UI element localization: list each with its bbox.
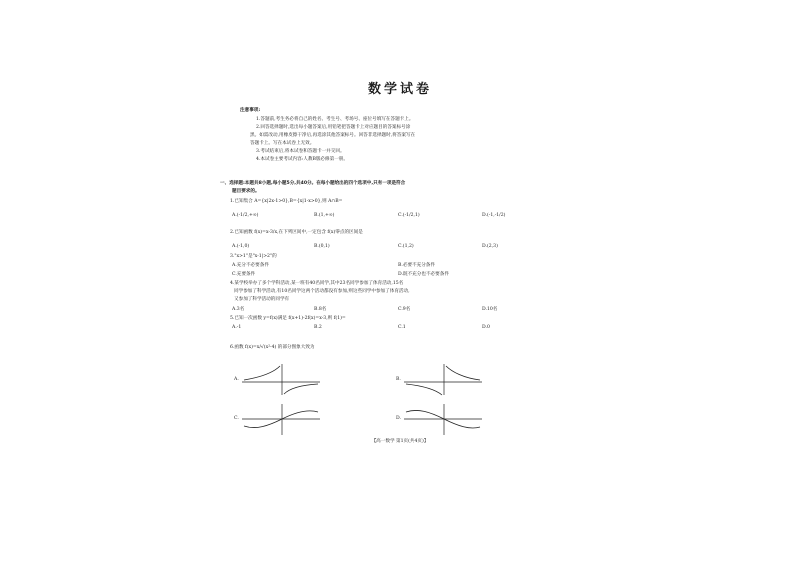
question-4-option-c: C.9名	[398, 307, 411, 312]
question-4-stem-cont: 又参加了科学活动的同学有	[234, 297, 290, 302]
question-4-option-d: D.10名	[482, 307, 498, 312]
graph-d	[404, 402, 484, 436]
notice-line: 3.考试结束后,将本试卷和答题卡一并交回。	[256, 149, 345, 154]
question-6-option-d: D.	[396, 416, 401, 421]
question-6-stem: 6.函数 f(x)=x/√(x²-4) 的部分图象大致为	[230, 345, 315, 350]
section-heading-cont: 题目要求的。	[232, 189, 260, 194]
question-1-option-d: D.(-1,-1/2)	[482, 213, 506, 218]
question-5-option-c: C.1	[398, 325, 406, 330]
question-1-option-a: A.(-1/2,+∞)	[232, 213, 259, 218]
question-3-stem: 3."x>1"是"x-1|>2"的	[230, 254, 277, 259]
question-2-option-a: A.(-1,0)	[232, 244, 250, 249]
page-footer: 【高一数学 第1页(共4页)】	[371, 439, 429, 444]
question-2-stem: 2.已知函数 f(x)=x-3/x,在下列区间中,一定包含 f(x)零点的区间是	[230, 230, 363, 235]
question-5-option-d: D.0	[482, 325, 490, 330]
graph-c	[242, 402, 322, 436]
notice-line: 2.回答选择题时,选出每小题答案后,用铅笔把答题卡上对应题目的答案标号涂	[256, 125, 411, 130]
exam-page	[220, 60, 580, 480]
question-5-option-b: B.2	[314, 325, 322, 330]
question-3-option-c: C.充要条件	[232, 272, 256, 277]
graph-a	[242, 362, 322, 396]
curve-right	[284, 384, 318, 394]
question-5-option-a: A.-1	[232, 325, 242, 330]
notice-line: 4.本试卷主要考试内容:人教B版必修第一册。	[256, 157, 348, 162]
notice-line: 1.答题前,考生务必将自己的姓名、考生号、考场号、座位号填写在答题卡上。	[256, 117, 414, 122]
notice-heading: 注意事项:	[240, 108, 261, 113]
question-3-option-b: B.必要不充分条件	[398, 263, 435, 268]
question-3-option-a: A.充分不必要条件	[232, 263, 269, 268]
question-4-stem-cont: 同学参加了科学活动,有10名同学这两个活动都没有参加,则这些同学中参加了体育活动,	[234, 289, 410, 294]
question-6-option-a: A.	[234, 377, 239, 382]
question-1-option-b: B.(1,+∞)	[314, 213, 335, 218]
question-1-option-c: C.(-1/2,1)	[398, 213, 420, 218]
question-5-stem: 5.已知一次函数 y=f(x)满足 f(x+1)-2f(x)=x-3,则 f(1)=	[230, 316, 346, 321]
curve-right	[446, 366, 480, 380]
question-2-option-b: B.(0,1)	[314, 244, 330, 249]
page-title: 数学试卷	[367, 82, 432, 97]
question-3-option-d: D.既不充分也不必要条件	[398, 272, 449, 277]
graph-b	[404, 362, 484, 396]
curve-left	[244, 366, 280, 380]
question-4-option-b: B.8名	[314, 307, 327, 312]
notice-line: 答题卡上。写在本试卷上无效。	[250, 141, 315, 146]
question-2-option-d: D.(2,3)	[482, 244, 498, 249]
question-2-option-c: C.(1,2)	[398, 244, 414, 249]
curve-left	[406, 384, 442, 395]
notice-line: 黑。如需改动,用橡皮擦干净后,再选涂其他答案标号。回答非选择题时,将答案写在	[250, 133, 416, 138]
question-4-option-a: A.3名	[232, 307, 245, 312]
question-4-stem: 4.某学校举办了多个学科活动,某一班有40名同学,其中23名同学参加了体育活动,15名	[230, 281, 404, 286]
section-heading: 一、选择题:本题共8小题,每小题5分,共40分。在每小题给出的四个选项中,只有一项是符合	[220, 181, 406, 186]
question-6-option-b: B.	[396, 377, 401, 382]
question-1-stem: 1.已知集合 A={x|2x-1>0},B={x|1-x>0},则 A∩B=	[230, 199, 343, 204]
question-6-option-c: C.	[234, 416, 239, 421]
